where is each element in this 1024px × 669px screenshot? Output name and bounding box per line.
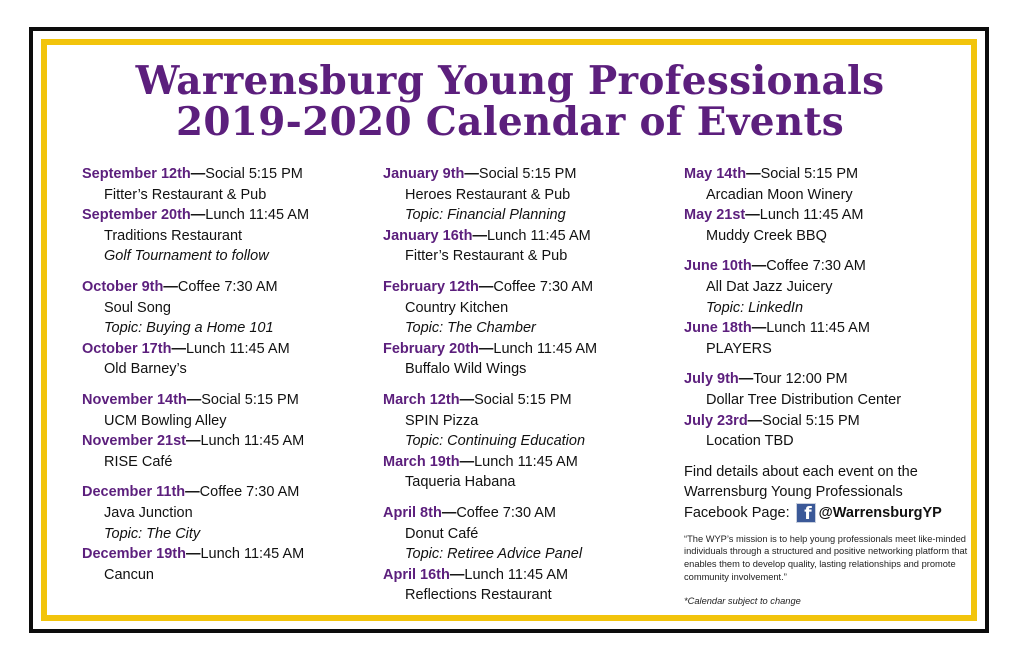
events-column-3 bbox=[684, 164, 984, 611]
event-time: Social 5:15 PM bbox=[201, 391, 299, 408]
event-time: Lunch 11:45 AM bbox=[486, 227, 591, 244]
event-date: April 8th bbox=[383, 504, 442, 521]
event-topic: Topic: The City bbox=[104, 525, 201, 542]
facebook-label: Facebook Page: bbox=[684, 504, 790, 521]
event-date: December 19th bbox=[82, 546, 186, 563]
event-topic: Topic: Financial Planning bbox=[405, 207, 566, 224]
event-time: Lunch 11:45 AM bbox=[200, 433, 305, 450]
event-dash: — bbox=[751, 320, 767, 337]
event-date: October 9th bbox=[82, 278, 164, 295]
event-header bbox=[684, 411, 984, 432]
event-date: February 12th bbox=[383, 278, 479, 295]
event-item bbox=[383, 565, 673, 606]
event-date: September 20th bbox=[82, 207, 191, 224]
event-topic: Topic: The Chamber bbox=[405, 320, 536, 337]
event-date: November 21st bbox=[82, 433, 186, 450]
events-column-2 bbox=[383, 164, 673, 606]
event-header bbox=[82, 482, 372, 503]
event-time: Lunch 11:45 AM bbox=[474, 453, 578, 470]
event-location: Country Kitchen bbox=[405, 299, 509, 316]
event-time: Lunch 11:45 AM bbox=[200, 546, 305, 563]
details-line-1: Find details about each event on the bbox=[684, 463, 918, 480]
event-date: March 12th bbox=[383, 391, 460, 408]
event-location: All Dat Jazz Juicery bbox=[706, 278, 833, 295]
facebook-icon[interactable]: f bbox=[796, 503, 816, 523]
event-location: Arcadian Moon Winery bbox=[706, 186, 853, 203]
event-location: Traditions Restaurant bbox=[104, 227, 243, 244]
event-location: Dollar Tree Distribution Center bbox=[706, 391, 902, 408]
event-header bbox=[383, 226, 673, 247]
event-header bbox=[383, 339, 673, 360]
event-location: RISE Café bbox=[104, 453, 173, 470]
event-location: Fitter’s Restaurant & Pub bbox=[104, 186, 267, 203]
event-dash: — bbox=[185, 484, 200, 501]
event-topic: Golf Tournament to follow bbox=[104, 248, 269, 265]
event-header bbox=[383, 164, 673, 185]
event-date: September 12th bbox=[82, 166, 191, 182]
event-time: Coffee 7:30 AM bbox=[456, 504, 556, 521]
event-location: Old Barney’s bbox=[104, 361, 187, 378]
event-time: Social 5:15 PM bbox=[760, 166, 859, 182]
event-item bbox=[383, 226, 673, 267]
event-dash: — bbox=[745, 207, 760, 224]
event-dash: — bbox=[738, 371, 754, 388]
event-item bbox=[684, 205, 984, 246]
event-dash: — bbox=[746, 166, 761, 182]
event-location: UCM Bowling Alley bbox=[104, 412, 227, 429]
event-date: December 11th bbox=[82, 484, 186, 501]
event-dash: — bbox=[478, 340, 494, 357]
page-title: Warrensburg Young Professionals bbox=[135, 58, 885, 104]
facebook-row bbox=[684, 503, 984, 524]
event-location: SPIN Pizza bbox=[405, 412, 479, 429]
event-header bbox=[684, 318, 984, 339]
event-item bbox=[82, 544, 372, 585]
event-item bbox=[82, 482, 372, 544]
event-date: March 19th bbox=[383, 453, 460, 470]
event-location: Donut Café bbox=[405, 525, 479, 542]
event-header bbox=[82, 390, 372, 411]
facebook-handle[interactable]: @WarrensburgYP bbox=[818, 504, 942, 521]
event-item bbox=[684, 256, 984, 318]
events-column-1 bbox=[82, 164, 372, 585]
event-location: Location TBD bbox=[706, 433, 794, 450]
event-item bbox=[684, 411, 984, 452]
event-dash: — bbox=[478, 278, 494, 295]
event-time: Tour 12:00 PM bbox=[753, 371, 848, 388]
event-date: July 23rd bbox=[684, 412, 748, 429]
event-location: Buffalo Wild Wings bbox=[405, 361, 527, 378]
event-time: Coffee 7:30 AM bbox=[177, 278, 278, 295]
event-header bbox=[684, 164, 984, 185]
event-date: January 16th bbox=[383, 227, 473, 244]
event-time: Social 5:15 PM bbox=[478, 166, 577, 182]
event-dash: — bbox=[186, 391, 202, 408]
event-location: Soul Song bbox=[104, 299, 171, 316]
mission-statement: “The WYP’s mission is to help young professionals meet like-minded individuals through a structured and positive networking platform that enables them to develop quality, lasting relationships and promote community involvement.” bbox=[684, 533, 968, 582]
event-item bbox=[383, 339, 673, 380]
event-dash: — bbox=[449, 566, 465, 583]
event-topic: Topic: Buying a Home 101 bbox=[104, 320, 274, 337]
event-dash: — bbox=[441, 504, 457, 521]
event-item bbox=[383, 390, 673, 452]
event-location: PLAYERS bbox=[706, 340, 772, 357]
change-note: *Calendar subject to change bbox=[684, 595, 801, 606]
event-item bbox=[684, 164, 984, 205]
event-header bbox=[383, 503, 673, 524]
event-time: Lunch 11:45 AM bbox=[185, 340, 290, 357]
event-dash: — bbox=[472, 227, 487, 244]
event-date: April 16th bbox=[383, 566, 450, 583]
event-location: Muddy Creek BBQ bbox=[706, 227, 827, 244]
event-header bbox=[383, 390, 673, 411]
event-date: June 10th bbox=[684, 258, 752, 275]
details-line-2: Warrensburg Young Professionals bbox=[684, 484, 903, 501]
event-location: Reflections Restaurant bbox=[405, 587, 552, 604]
event-dash: — bbox=[747, 412, 763, 429]
event-date: May 14th bbox=[684, 166, 747, 182]
event-time: Lunch 11:45 AM bbox=[766, 320, 870, 337]
event-date: May 21st bbox=[684, 207, 746, 224]
event-dash: — bbox=[190, 166, 206, 182]
event-time: Coffee 7:30 AM bbox=[493, 278, 594, 295]
facebook-details bbox=[684, 462, 984, 524]
event-item bbox=[684, 318, 984, 359]
events-list bbox=[684, 164, 984, 452]
event-header bbox=[82, 431, 372, 452]
event-date: November 14th bbox=[82, 391, 187, 408]
page-subtitle: 2019-2020 Calendar of Events bbox=[175, 99, 845, 145]
event-dash: — bbox=[459, 453, 475, 470]
event-location: Heroes Restaurant & Pub bbox=[405, 186, 571, 203]
event-date: July 9th bbox=[684, 371, 739, 388]
event-item bbox=[684, 369, 984, 410]
event-time: Lunch 11:45 AM bbox=[464, 566, 569, 583]
event-item bbox=[82, 431, 372, 472]
event-item bbox=[82, 390, 372, 431]
event-item bbox=[383, 503, 673, 565]
event-header bbox=[684, 256, 984, 277]
event-time: Lunch 11:45 AM bbox=[205, 207, 310, 224]
event-time: Lunch 11:45 AM bbox=[493, 340, 598, 357]
event-header bbox=[383, 277, 673, 298]
event-dash: — bbox=[464, 166, 479, 182]
event-topic: Topic: Retiree Advice Panel bbox=[405, 546, 583, 563]
event-date: February 20th bbox=[383, 340, 479, 357]
event-dash: — bbox=[459, 391, 475, 408]
event-item bbox=[82, 164, 372, 205]
event-dash: — bbox=[163, 278, 178, 295]
event-header bbox=[82, 164, 372, 185]
event-location: Cancun bbox=[104, 566, 154, 583]
event-time: Social 5:15 PM bbox=[762, 412, 860, 429]
event-time: Social 5:15 PM bbox=[474, 391, 572, 408]
event-time: Coffee 7:30 AM bbox=[766, 258, 866, 275]
event-location: Java Junction bbox=[104, 504, 193, 521]
event-item bbox=[82, 205, 372, 267]
event-topic: Topic: Continuing Education bbox=[405, 433, 586, 450]
event-header bbox=[684, 369, 984, 390]
event-date: June 18th bbox=[684, 320, 752, 337]
event-item bbox=[82, 339, 372, 380]
event-date: October 17th bbox=[82, 340, 172, 357]
event-header bbox=[383, 452, 673, 473]
event-header bbox=[684, 205, 984, 226]
event-header bbox=[82, 544, 372, 565]
event-dash: — bbox=[751, 258, 767, 275]
event-location: Fitter’s Restaurant & Pub bbox=[405, 248, 568, 265]
event-time: Coffee 7:30 AM bbox=[199, 484, 300, 501]
event-item bbox=[383, 452, 673, 493]
event-header bbox=[82, 339, 372, 360]
event-header bbox=[82, 277, 372, 298]
event-item bbox=[383, 277, 673, 339]
event-dash: — bbox=[185, 546, 201, 563]
event-item bbox=[82, 277, 372, 339]
event-dash: — bbox=[190, 207, 206, 224]
event-time: Social 5:15 PM bbox=[205, 166, 303, 182]
event-dash: — bbox=[171, 340, 186, 357]
event-location: Taqueria Habana bbox=[405, 474, 516, 491]
event-topic: Topic: LinkedIn bbox=[706, 299, 804, 316]
event-header bbox=[383, 565, 673, 586]
event-header bbox=[82, 205, 372, 226]
event-dash: — bbox=[185, 433, 201, 450]
event-date: January 9th bbox=[383, 166, 465, 182]
event-item bbox=[383, 164, 673, 226]
event-time: Lunch 11:45 AM bbox=[759, 207, 864, 224]
